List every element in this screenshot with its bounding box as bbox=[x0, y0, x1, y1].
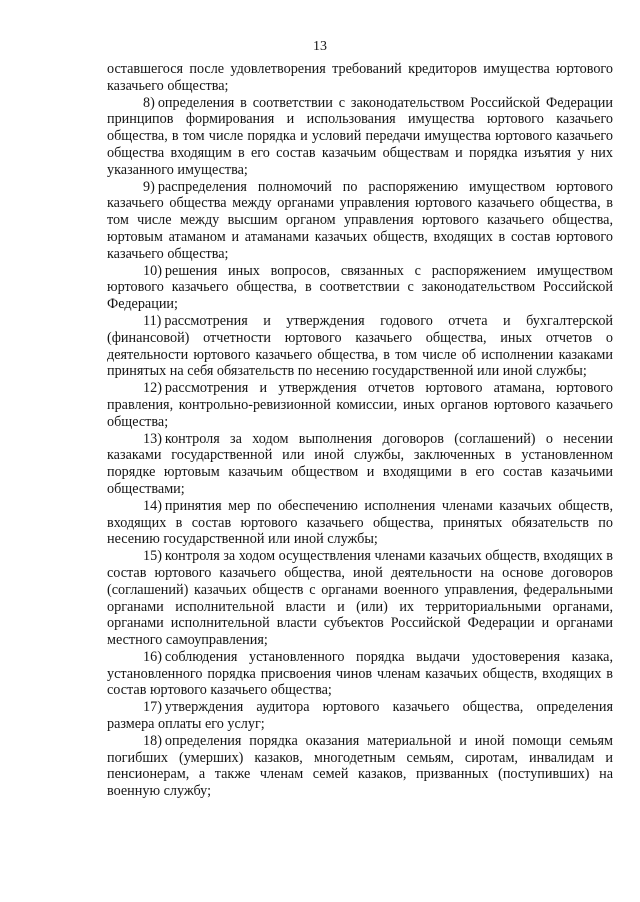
item-number: 14) bbox=[143, 497, 162, 514]
item-number: 9) bbox=[143, 178, 155, 195]
item-number: 12) bbox=[143, 380, 162, 397]
item-text: принятия мер по обеспечению исполнения членами казачьих обществ, входящих в состав юртового казачьего общества, принятых обязательств по несению государственной или иной службы; bbox=[107, 497, 613, 548]
list-item bbox=[107, 95, 613, 179]
list-item bbox=[107, 498, 613, 548]
list-item bbox=[107, 313, 613, 380]
item-text: рассмотрения и утверждения годового отчета и бухгалтерской (финансовой) отчетности юртового казачьего общества, иных отчетов о деятельности юртового казачьего общества, в том числе об исполнении казаками принятых на себя обязательств по несению государственной или иной службы; bbox=[107, 312, 613, 380]
list-item bbox=[107, 649, 613, 699]
list-item bbox=[107, 431, 613, 498]
item-text: соблюдения установленного порядка выдачи удостоверения казака, установленного порядка присвоения чинов членам казачьих обществ, входящих в состав юртового казачьего общества; bbox=[107, 648, 613, 699]
item-number: 13) bbox=[143, 430, 162, 447]
item-number: 18) bbox=[143, 732, 162, 749]
document-body bbox=[107, 61, 613, 800]
list-item bbox=[107, 380, 613, 430]
list-item bbox=[107, 733, 613, 800]
item-text: решения иных вопросов, связанных с распоряжением имуществом юртового казачьего общества, в соответствии с законодательством Российской Федерации; bbox=[107, 262, 613, 313]
item-text: контроля за ходом осуществления членами казачьих обществ, входящих в состав юртового казачьего общества, иной деятельности на основе договоров (соглашений) казачьих обществ с органами военного управления, федеральными органами исполнительной власти и (или) их территориальными органами, органами исполнительной власти субъектов Российской Федерации и органами местного самоуправления; bbox=[107, 548, 613, 649]
item-number: 8) bbox=[143, 94, 155, 111]
item-number: 10) bbox=[143, 262, 162, 279]
page-number: 13 bbox=[313, 39, 327, 54]
item-number: 17) bbox=[143, 699, 162, 716]
item-number: 16) bbox=[143, 648, 162, 665]
item-number: 11) bbox=[143, 312, 162, 329]
item-text: определения порядка оказания материальной и иной помощи семьям погибших (умерших) казаков, многодетным семьям, сиротам, инвалидам и пенсионерам, а также членам семей казаков, призванных (поступивших) на военную службу; bbox=[107, 732, 613, 800]
list-item bbox=[107, 263, 613, 313]
list-item bbox=[107, 179, 613, 263]
list-item bbox=[107, 699, 613, 733]
item-text: утверждения аудитора юртового казачьего общества, определения размера оплаты его услуг; bbox=[107, 699, 613, 733]
item-text: распределения полномочий по распоряжению имуществом юртового казачьего общества между органами управления юртового казачьего общества, в том числе между высшим органом управления юртового казачьего общества, юртовым атаманом и атаманами казачьих обществ, входящих в состав юртового казачьего общества; bbox=[107, 178, 613, 262]
item-text: определения в соответствии с законодательством Российской Федерации принципов формирования и использования имущества юртового казачьего общества, в том числе порядка и условий передачи имущества юртового казачьего общества входящим в его состав казачьим обществам и порядка изъятия у них указанного имущества; bbox=[107, 94, 613, 178]
continuation-paragraph: оставшегося после удовлетворения требований кредиторов имущества юртового казачьего общества; bbox=[107, 61, 613, 94]
item-text: контроля за ходом выполнения договоров (соглашений) о несении казаками государственной или иной службы, заключенных в установленном порядке юртовым казачьим обществом и входящими в его состав казачьими обществами; bbox=[107, 430, 613, 497]
item-text: рассмотрения и утверждения отчетов юртового атамана, юртового правления, контрольно-ревизионной комиссии, иных органов юртового казачьего общества; bbox=[107, 380, 613, 430]
list-item bbox=[107, 548, 613, 649]
item-number: 15) bbox=[143, 548, 162, 565]
